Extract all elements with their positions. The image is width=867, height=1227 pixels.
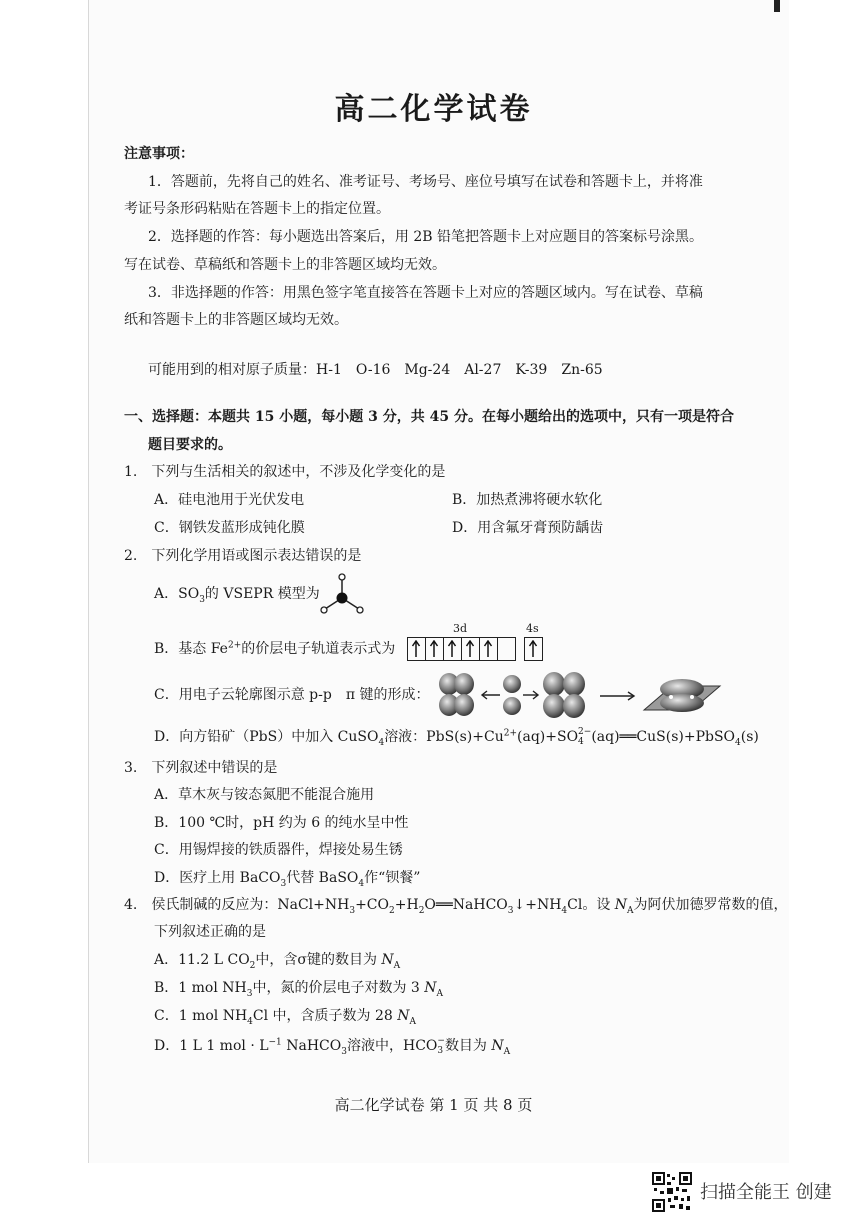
q1-stem: 1. 下列与生活相关的叙述中，不涉及化学变化的是 bbox=[124, 464, 446, 480]
orbital-3d-6 bbox=[498, 638, 515, 660]
orbital-3d-1 bbox=[408, 638, 426, 660]
note-2-line-2: 写在试卷、草稿纸和答题卡上的非答题区域均无效。 bbox=[124, 257, 446, 273]
note-2-line-1: 2．选择题的作答：每小题选出答案后，用 2B 铅笔把答题卡上对应题目的答案标号涂黑。 bbox=[148, 229, 704, 245]
orbital-3d-2 bbox=[426, 638, 444, 660]
notes-heading: 注意事项： bbox=[124, 146, 194, 162]
q4-option-d: D．1 L 1 mol · $L^{-1}$ NaHCO$_3$溶液中，HCO − 3 数目为 $N_A$ bbox=[154, 1036, 511, 1057]
q2-option-d: D．向方铅矿（PbS）中加入 CuSO$_4$溶液：$PbS(s)+Cu^{2+}(aq)+SO$ 2− 4 (aq)══CuS(s)+PbSO$_4$(s) bbox=[154, 727, 759, 748]
orbital-3d-4 bbox=[462, 638, 480, 660]
corner-mark bbox=[774, 0, 780, 12]
orbital-label-3d: 3d bbox=[453, 622, 468, 635]
orbital-boxes-3d bbox=[407, 637, 516, 661]
pi-bond-cloud bbox=[644, 679, 720, 712]
orbital-3d-5 bbox=[480, 638, 498, 660]
note-1-line-1: 1．答题前，先将自己的姓名、准考证号、考场号、座位号填写在试卷和答题卡上，并将准 bbox=[148, 174, 703, 190]
q2-option-b: B．基态 $Fe^{2+}$的价层电子轨道表示式为 bbox=[154, 640, 396, 657]
scanner-watermark: 扫描全能王 创建 bbox=[700, 1182, 832, 1203]
section-heading-line-1: 一、选择题：本题共 15 小题，每小题 3 分，共 45 分。在每小题给出的选项中，只有一项是符合 bbox=[124, 409, 734, 425]
q2-option-c: C．用电子云轮廓图示意 p-p π 键的形成： bbox=[154, 687, 430, 703]
q4-stem-line-1: 4. 侯氏制碱的反应为：$NaCl+NH_3+CO_2+H_2O══NaHCO_3↓+NH_4Cl$。设 $N_A$为阿伏加德罗常数的值， bbox=[124, 897, 788, 916]
page-title: 高二化学试卷 bbox=[334, 92, 533, 127]
q4-stem-line-2: 下列叙述正确的是 bbox=[154, 924, 266, 940]
q4-option-a: A．11.2 L $CO_2$中，含σ键的数目为 $N_A$ bbox=[154, 952, 401, 971]
double-arrow bbox=[482, 675, 538, 715]
q2-option-a: A．$SO_3$的 VSEPR 模型为 bbox=[154, 586, 320, 605]
qr-code-icon bbox=[652, 1172, 692, 1212]
orbital-label-4s: 4s bbox=[526, 622, 539, 635]
note-3-line-2: 纸和答题卡上的非答题区域均无效。 bbox=[124, 312, 348, 328]
q3-option-a: A．草木灰与铵态氮肥不能混合施用 bbox=[154, 787, 375, 803]
q1-option-c: C．钢铁发蓝形成钝化膜 bbox=[154, 520, 305, 536]
q4-option-b: B．1 mol $NH_3$中，氮的价层电子对数为 3 $N_A$ bbox=[154, 980, 444, 999]
q1-option-a: A．硅电池用于光伏发电 bbox=[154, 492, 305, 508]
note-3-line-1: 3．非选择题的作答：用黑色签字笔直接答在答题卡上对应的答题区域内。写在试卷、草稿 bbox=[148, 285, 703, 301]
p-orbital-left bbox=[439, 673, 474, 716]
p-orbitals-overlap bbox=[543, 672, 585, 718]
section-heading-line-2: 题目要求的。 bbox=[148, 437, 232, 453]
orbital-4s-1 bbox=[525, 638, 542, 660]
page-footer: 高二化学试卷 第 1 页 共 8 页 bbox=[334, 1096, 533, 1114]
q1-option-b: B．加热煮沸将硬水软化 bbox=[452, 492, 603, 508]
orbital-3d-3 bbox=[444, 638, 462, 660]
q1-option-d: D．用含氟牙膏预防龋齿 bbox=[452, 520, 604, 536]
note-1-line-2: 考证号条形码粘贴在答题卡上的指定位置。 bbox=[124, 201, 390, 217]
q3-option-b: B．100 ℃时，pH 约为 6 的纯水呈中性 bbox=[154, 815, 409, 831]
q2-stem: 2. 下列化学用语或图示表达错误的是 bbox=[124, 548, 362, 564]
q3-stem: 3. 下列叙述中错误的是 bbox=[124, 760, 278, 776]
pi-bond-electron-cloud-diagram bbox=[434, 670, 724, 720]
atomic-masses: 可能用到的相对原子质量：H-1 O-16 Mg-24 Al-27 K-39 Zn-65 bbox=[148, 362, 603, 378]
orbital-boxes-4s bbox=[524, 637, 543, 661]
q3-option-d: D．医疗上用 BaCO$_3$代替 BaSO$_4$作“钡餐” bbox=[154, 870, 421, 889]
vsepr-trigonal-planar-model bbox=[318, 572, 366, 616]
q4-option-c: C．1 mol $NH_4Cl$ 中，含质子数为 28 $N_A$ bbox=[154, 1008, 417, 1027]
q3-option-c: C．用锡焊接的铁质器件，焊接处易生锈 bbox=[154, 842, 403, 858]
arrow-right bbox=[600, 692, 634, 700]
